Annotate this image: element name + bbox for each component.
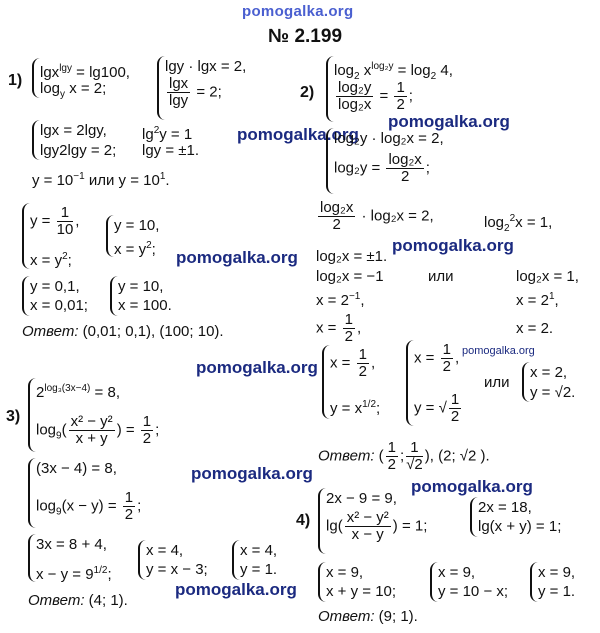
- p4-eq: 2x − 9 = 9,: [326, 490, 397, 507]
- p3-eq: (3x − 4) = 8,: [36, 460, 117, 477]
- p2-answer: Ответ: ( $\frac{1}{2}$ ; $\frac{1}{√2}$ ), (2; √2 ).: [318, 439, 490, 473]
- p4-answer: Ответ: (9; 1).: [318, 608, 418, 625]
- p4-eq: lg(x + y) = 1;: [478, 518, 562, 535]
- p1-eq: x = 100.: [118, 297, 172, 314]
- p2-eq: или: [428, 268, 454, 285]
- p2-eq: x = 2,: [530, 364, 568, 381]
- system-brace: [22, 203, 30, 269]
- p2-eq: log₂y = $\frac{\text{log₂x}}{2}$ ;: [334, 151, 430, 185]
- system-brace: [326, 128, 334, 194]
- problem-3-label: 3): [6, 408, 21, 425]
- watermark: pomogalka.org: [196, 358, 318, 377]
- problem-1-label: 1): [8, 72, 23, 89]
- p1-eq: y = 10,: [118, 278, 164, 295]
- watermark: pomogalka.org: [388, 112, 510, 131]
- p1-eq: $\log_y x = 2$;: [40, 80, 107, 100]
- system-brace: [28, 534, 36, 582]
- watermark: pomogalka.org: [191, 464, 313, 483]
- watermark: pomogalka.org: [411, 477, 533, 496]
- system-brace: [522, 362, 530, 402]
- p2-eq: $\log_2^2x = 1$,: [484, 213, 553, 234]
- p1-eq: $x = y^2$;: [114, 240, 156, 258]
- system-brace: [406, 340, 414, 426]
- p1-eq: $\lg^2y = 1$: [142, 125, 193, 143]
- p3-eq: $x - y = 9^{1/2}$;: [36, 565, 112, 583]
- p4-eq: 2x = 18,: [478, 499, 532, 516]
- system-brace: [138, 540, 146, 580]
- p4-eq: y = 1.: [538, 583, 576, 600]
- system-brace: [318, 562, 326, 602]
- problem-title: № 2.199: [268, 26, 343, 47]
- system-brace: [28, 458, 36, 528]
- p2-eq: log₂x = 1,: [516, 268, 579, 285]
- p1-eq: y = 0,1,: [30, 278, 80, 295]
- watermark-small: pomogalka.org: [462, 345, 535, 357]
- p2-eq: y = √ $\frac{1}{2}$: [414, 391, 460, 425]
- p4-eq: lg( $\frac{\text{x² − y²}}{x - y}$ ) = 1;: [326, 509, 428, 543]
- p2-eq: $x = 2^{-1}$,: [316, 291, 365, 309]
- p3-eq: y = x − 3;: [146, 561, 208, 578]
- system-brace: [430, 562, 438, 602]
- p1-eq: lgy = ±1.: [142, 142, 200, 159]
- system-brace: [110, 276, 118, 316]
- system-brace: [326, 56, 334, 122]
- problem-4-label: 4): [296, 512, 311, 529]
- p4-eq: x = 9,: [438, 564, 476, 581]
- p3-eq: $2^{log_3(3x-4)} = 8$,: [36, 383, 120, 401]
- p3-eq: y = 1.: [240, 561, 278, 578]
- p2-eq: x = 2.: [516, 320, 554, 337]
- p4-eq: y = 10 − x;: [438, 583, 509, 600]
- p3-eq: 3x = 8 + 4,: [36, 536, 107, 553]
- p1-eq: $x = y^2$;: [30, 251, 72, 269]
- p1-eq: x = 0,01;: [30, 297, 88, 314]
- system-brace: [28, 378, 36, 452]
- system-brace: [470, 497, 478, 537]
- p3-eq: $\log_9(x - y)$ = $\frac{1}{2}$ ;: [36, 489, 142, 523]
- p3-answer: Ответ: (4; 1).: [28, 592, 128, 609]
- system-brace: [322, 345, 330, 419]
- system-brace: [32, 58, 40, 98]
- p2-eq: $x = 2^1$,: [516, 291, 559, 309]
- problem-2-label: 2): [300, 84, 315, 101]
- p2-eq: x = $\frac{1}{2}$ ,: [330, 346, 376, 380]
- p2-eq: $\frac{\text{log₂x}}{2}$ · log₂x = 2,: [320, 199, 434, 233]
- p3-eq: $\log_9$( $\frac{\text{x² − y²}}{x + y}$ ) = $\frac{1}{2}$ ;: [36, 413, 160, 447]
- p1-eq: $y = 10^{-1}$ или $y = 10^1$.: [32, 171, 170, 189]
- p2-eq: x = $\frac{1}{2}$ ,: [316, 311, 362, 345]
- system-brace: [232, 540, 240, 580]
- watermark: pomogalka.org: [175, 580, 297, 599]
- p2-eq: log₂x = ±1.: [316, 248, 388, 265]
- p1-eq: y = $\frac{1}{10}$ ,: [30, 204, 80, 238]
- watermark: pomogalka.org: [237, 125, 359, 144]
- p2-eq: $\log_2 x^{log_2y} = \log_2 4$,: [334, 61, 453, 82]
- p2-eq: или: [484, 374, 510, 391]
- p2-eq: log₂y · log₂x = 2,: [334, 130, 444, 147]
- p3-eq: x = 4,: [240, 542, 278, 559]
- system-brace: [318, 488, 326, 554]
- system-brace: [32, 120, 40, 160]
- p4-eq: x + y = 10;: [326, 583, 397, 600]
- system-brace: [22, 276, 30, 316]
- system-brace: [157, 56, 165, 120]
- system-brace: [106, 215, 114, 257]
- p2-eq: x = $\frac{1}{2}$ ,: [414, 341, 460, 375]
- system-brace: [530, 562, 538, 602]
- p1-eq: lgx = 2lgy,: [40, 122, 107, 139]
- p1-eq: lgx$^{lgy}$ = lg100,: [40, 63, 130, 81]
- p2-eq: $y = x^{1/2}$;: [330, 399, 381, 417]
- p2-eq: log₂x = −1: [316, 268, 384, 285]
- p3-eq: x = 4,: [146, 542, 184, 559]
- p2-eq: $\frac{\text{log₂y}}{\text{log₂x}}$ = $\frac{1}{2}$ ;: [338, 79, 413, 113]
- p1-eq: $\frac{\lg x}{\lg y}$ = 2;: [169, 75, 222, 109]
- p1-eq: lgy · lgx = 2,: [165, 58, 247, 75]
- p1-answer: Ответ: (0,01; 0,1), (100; 10).: [22, 323, 224, 340]
- p1-eq: y = 10,: [114, 217, 160, 234]
- watermark: pomogalka.org: [176, 248, 298, 267]
- watermark: pomogalka.org: [392, 236, 514, 255]
- p2-eq: y = √2.: [530, 384, 576, 401]
- watermark-top: pomogalka.org: [242, 3, 354, 20]
- p1-eq: lgy2lgy = 2;: [40, 142, 117, 159]
- p4-eq: x = 9,: [538, 564, 576, 581]
- p4-eq: x = 9,: [326, 564, 364, 581]
